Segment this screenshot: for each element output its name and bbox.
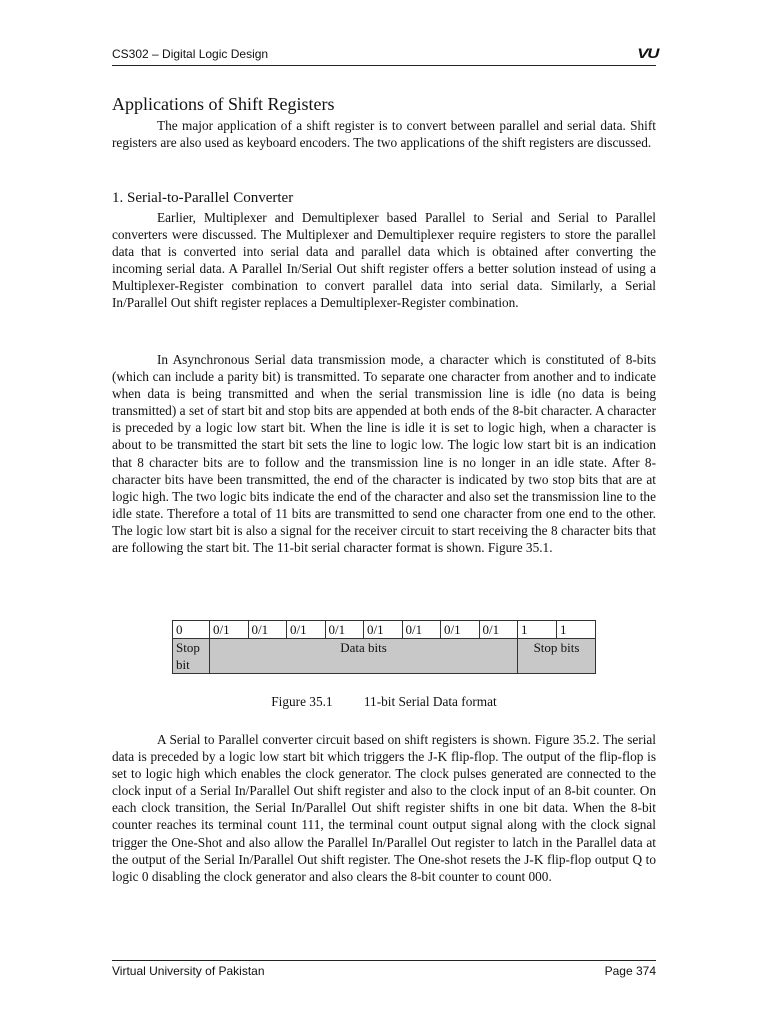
paragraph-converter-circuit: A Serial to Parallel converter circuit based on shift registers is shown. Figure 35.2. The serial data is preceded by a logic low start bit which triggers the J-K flip-flop. The output of the flip-flop is set to logic high which enables the clock generator. The clock pulses generated are connected to the clock input of a Serial In/Parallel Out shift register and also to the clock input of an 8-bit counter. On each clock transition, the Serial In/Parallel Out shift register shifts in one bit data. When the 8-bit counter reaches its terminal count 111, the terminal count output signal along with the clock signal trigger the One-Shot and also allow the Parallel In/Parallel Out register to latch in the Parallel data at the output of the Serial In/Parallel Out shift register. The One-shot resets the J-K flip-flop output Q to logic 0 disabling the clock generator and also clears the 8-bit counter to count 000. [112,732,656,884]
paragraph-async-serial: In Asynchronous Serial data transmission mode, a character which is constituted of 8-bits (which can include a parity bit) is transmitted. To separate one character from another and to indicate when data is being transmitted and when the serial transmission line is idle (no data is being transmitted) a set of start bit and stop bits are appended at both ends of the 8-bit character. A character is preceded by a logic low start bit. When the line is idle it is set to logic high, when a character is about to be transmitted the start bit sets the line to logic low. The logic low start bit is an indication that 8 character bits are to follow and the transmission line is no longer in an idle state. After 8-character bits have been transmitted, the end of the character is indicated by two stop bits that are at logic high. The two logic bits indicate the end of the character and also set the transmission line to the idle state. Therefore a total of 11 bits are transmitted to send one character from one end to the other. The logic low start bit is also a signal for the receiver circuit to start receiving the 8 character bits that are following the start bit. The 11-bit serial character format is shown. Figure 35.1. [112,352,656,556]
bit-labels-row [173,639,596,674]
figure-caption [112,694,656,710]
bit-cell: 0/1 [402,621,441,639]
figure-caption-text: 11-bit Serial Data format [363,694,497,709]
vu-logo: VU [636,45,658,61]
document-page [112,0,656,1024]
serial-format-table [172,620,596,674]
course-title: CS302 – Digital Logic Design [112,47,269,61]
intro-paragraph: The major application of a shift register is to convert between parallel and serial data. Shift registers are also used as keyboard encoders. The two applications of the shift registers are discussed. [112,118,656,151]
bit-cell: 0/1 [325,621,364,639]
page-number: Page 374 [604,964,656,978]
section-heading: Applications of Shift Registers [112,94,335,114]
paragraph-converters: Earlier, Multiplexer and Demultiplexer based Parallel to Serial and Serial to Parallel converters were discussed. The Multiplexer and Demultiplexer require registers to store the parallel data that is converted into serial data and parallel data which is obtained after converting the incoming serial data. A Parallel In/Serial Out shift register offers a better solution instead of using a Multiplexer-Register combination to convert parallel data into serial data. Similarly, a Serial In/Parallel Out shift register replaces a Demultiplexer-Register combination. [112,210,656,311]
bit-cell: 0/1 [441,621,480,639]
bit-cell: 0/1 [210,621,249,639]
bit-cell: 0/1 [364,621,403,639]
bit-cell: 0/1 [287,621,326,639]
bit-cell: 1 [557,621,596,639]
bit-cell: 1 [518,621,557,639]
bit-cell: 0 [173,621,210,639]
start-bit-label: Stop bit [173,639,210,674]
data-bits-label: Data bits [210,639,518,674]
page-footer [112,960,656,978]
page-header [112,45,656,66]
figure-number: Figure 35.1 [271,694,333,709]
subsection-heading: 1. Serial-to-Parallel Converter [112,190,294,206]
stop-bits-label: Stop bits [518,639,596,674]
university-name: Virtual University of Pakistan [112,964,265,978]
bit-cell: 0/1 [248,621,287,639]
bit-cell: 0/1 [479,621,518,639]
bit-values-row [173,621,596,639]
